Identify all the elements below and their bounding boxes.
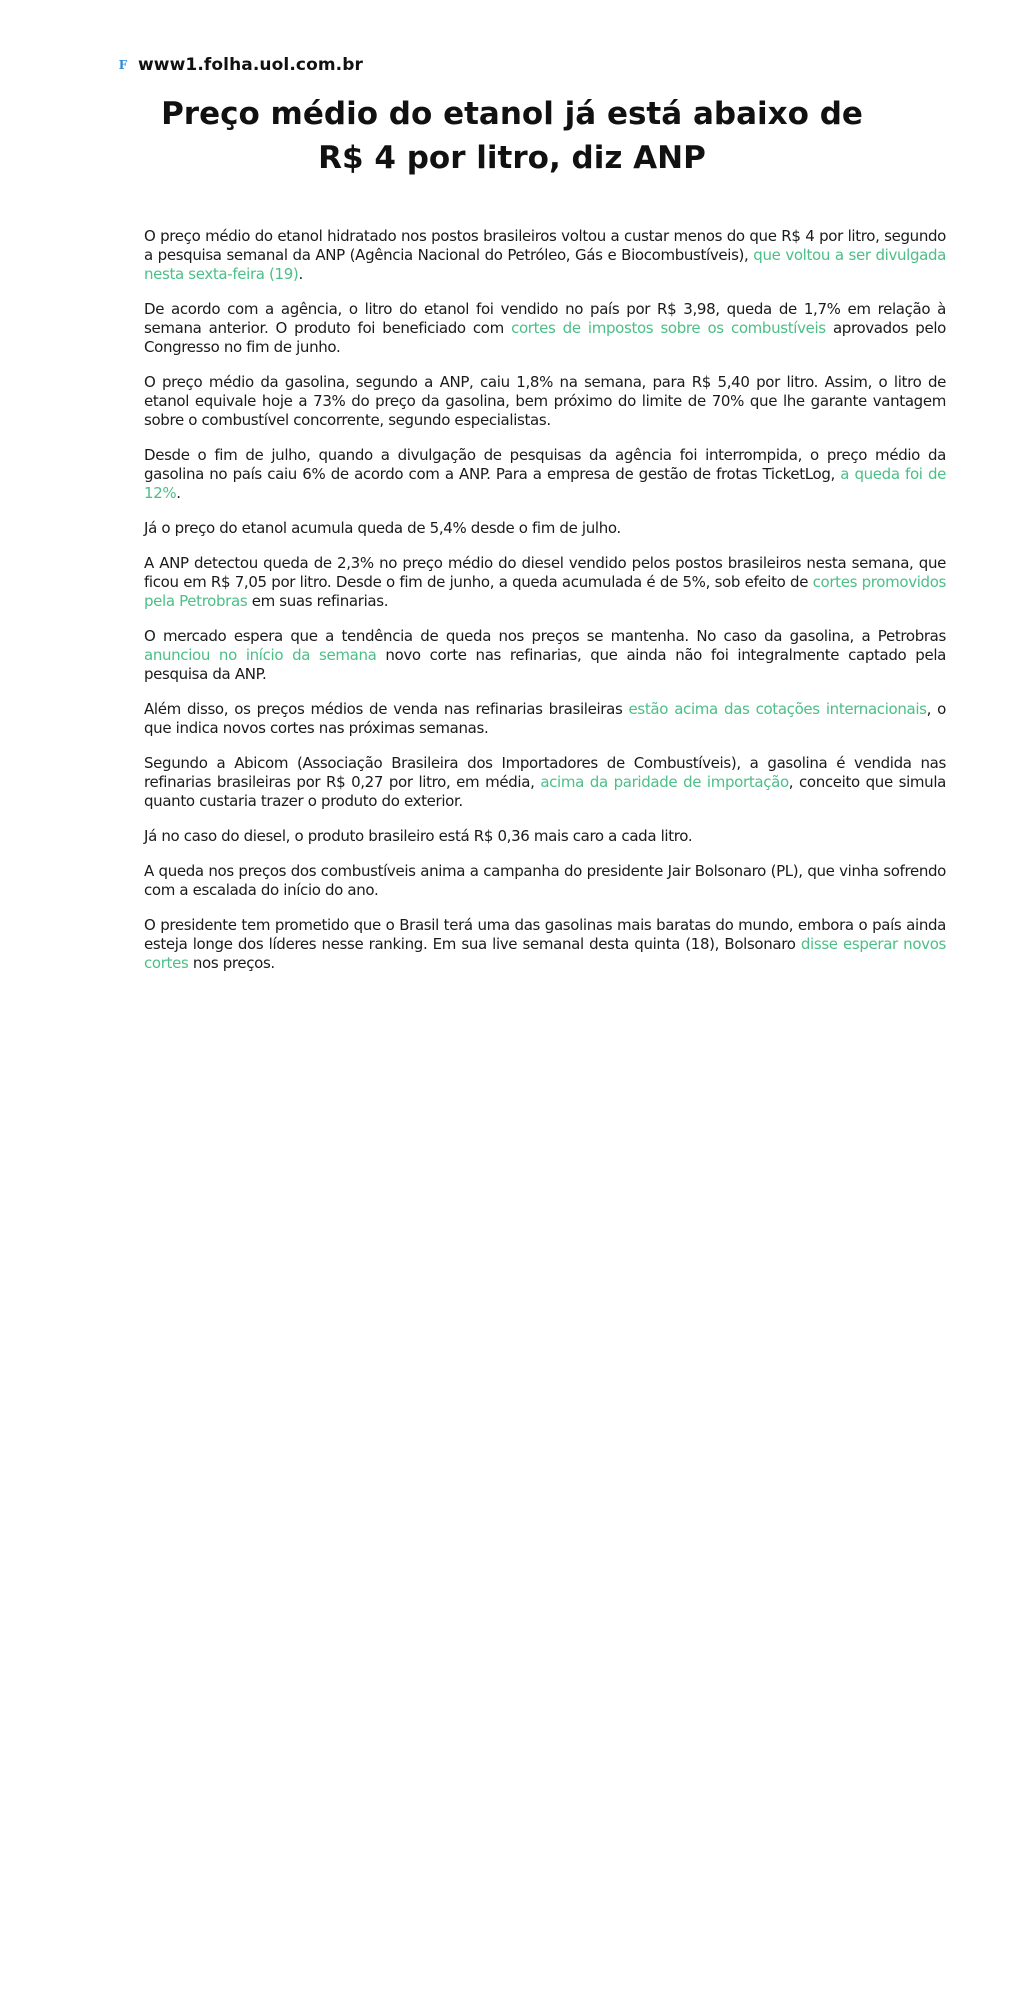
paragraph-text: aprovados pelo Congresso no fim de junho. [144,319,946,356]
article-paragraph [144,554,946,611]
paragraph-text: em suas refinarias. [247,592,389,610]
article-paragraph [144,754,946,811]
paragraph-text: Já o preço do etanol acumula queda de 5,4% desde o fim de julho. [144,519,621,537]
paragraph-text: O mercado espera que a tendência de queda nos preços se mantenha. No caso da gasolina, a Petrobras [144,627,946,645]
article-paragraph [144,519,946,538]
article-link[interactable]: acima da paridade de importação [540,773,789,791]
site-domain[interactable]: www1.folha.uol.com.br [138,55,363,75]
article-paragraph [144,300,946,357]
article-link[interactable]: a queda foi de 12% [144,465,946,502]
paragraph-text: Além disso, os preços médios de venda nas refinarias brasileiras [144,700,629,718]
article-link[interactable]: estão acima das cotações internacionais [628,700,927,718]
site-header [117,52,363,78]
article-paragraph [144,446,946,503]
article-paragraph [144,373,946,430]
article-paragraph [144,916,946,973]
paragraph-text: nos preços. [188,954,275,972]
article-paragraph [144,700,946,738]
article-link[interactable]: cortes de impostos sobre os combustíveis [511,319,826,337]
paragraph-text: . [298,265,303,283]
article-paragraph [144,827,946,846]
paragraph-text: O presidente tem prometido que o Brasil terá uma das gasolinas mais baratas do mundo, embora o país ainda esteja longe dos líderes nesse ranking. Em sua live semanal desta quinta (18), Bolsonaro [144,916,946,953]
article-paragraph [144,627,946,684]
paragraph-text: Desde o fim de julho, quando a divulgação de pesquisas da agência foi interrompida, o preço médio da gasolina no país caiu 6% de acordo com a ANP. Para a empresa de gestão de frotas TicketLog, [144,446,946,483]
paragraph-text: De acordo com a agência, o litro do etanol foi vendido no país por R$ 3,98, queda de 1,7% em relação à semana anterior. O produto foi beneficiado com [144,300,946,337]
article-link[interactable]: cortes promovidos pela Petrobras [144,573,947,610]
paragraph-text: . [176,484,181,502]
paragraph-text: O preço médio da gasolina, segundo a ANP, caiu 1,8% na semana, para R$ 5,40 por litro. Assim, o litro de etanol equivale hoje a 73% do preço da gasolina, bem próximo do limite de 70% que lhe garante vantagem sobre o combustível concorrente, segundo especialistas. [144,373,946,429]
article-link[interactable]: disse esperar novos cortes [144,935,946,972]
paragraph-text: , conceito que simula quanto custaria trazer o produto do exterior. [144,773,946,810]
article-paragraph [144,862,946,900]
paragraph-text: , o que indica novos cortes nas próximas semanas. [144,700,946,737]
paragraph-text: Já no caso do diesel, o produto brasileiro está R$ 0,36 mais caro a cada litro. [144,827,693,845]
article-link[interactable]: anunciou no início da semana [144,646,377,664]
folha-favicon-icon: F [118,58,128,72]
article-link[interactable]: que voltou a ser divulgada nesta sexta-feira (19) [144,246,946,283]
paragraph-text: Segundo a Abicom (Associação Brasileira dos Importadores de Combustíveis), a gasolina é vendida nas refinarias brasileiras por R$ 0,27 por litro, em média, [144,754,946,791]
article-body [144,227,946,989]
paragraph-text: A queda nos preços dos combustíveis anima a campanha do presidente Jair Bolsonaro (PL), que vinha sofrendo com a escalada do início do ano. [144,862,946,899]
article-title: Preço médio do etanol já está abaixo de R$ 4 por litro, diz ANP [161,96,863,176]
paragraph-text: novo corte nas refinarias, que ainda não foi integralmente captado pela pesquisa da ANP. [144,646,947,683]
paragraph-text: A ANP detectou queda de 2,3% no preço médio do diesel vendido pelos postos brasileiros nesta semana, que ficou em R$ 7,05 por litro. Desde o fim de junho, a queda acumulada é de 5%, sob efeito de [144,554,946,591]
paragraph-text: O preço médio do etanol hidratado nos postos brasileiros voltou a custar menos do que R$ 4 por litro, segundo a pesquisa semanal da ANP (Agência Nacional do Petróleo, Gás e Biocombustíveis), [144,227,946,264]
article-paragraph [144,227,946,284]
